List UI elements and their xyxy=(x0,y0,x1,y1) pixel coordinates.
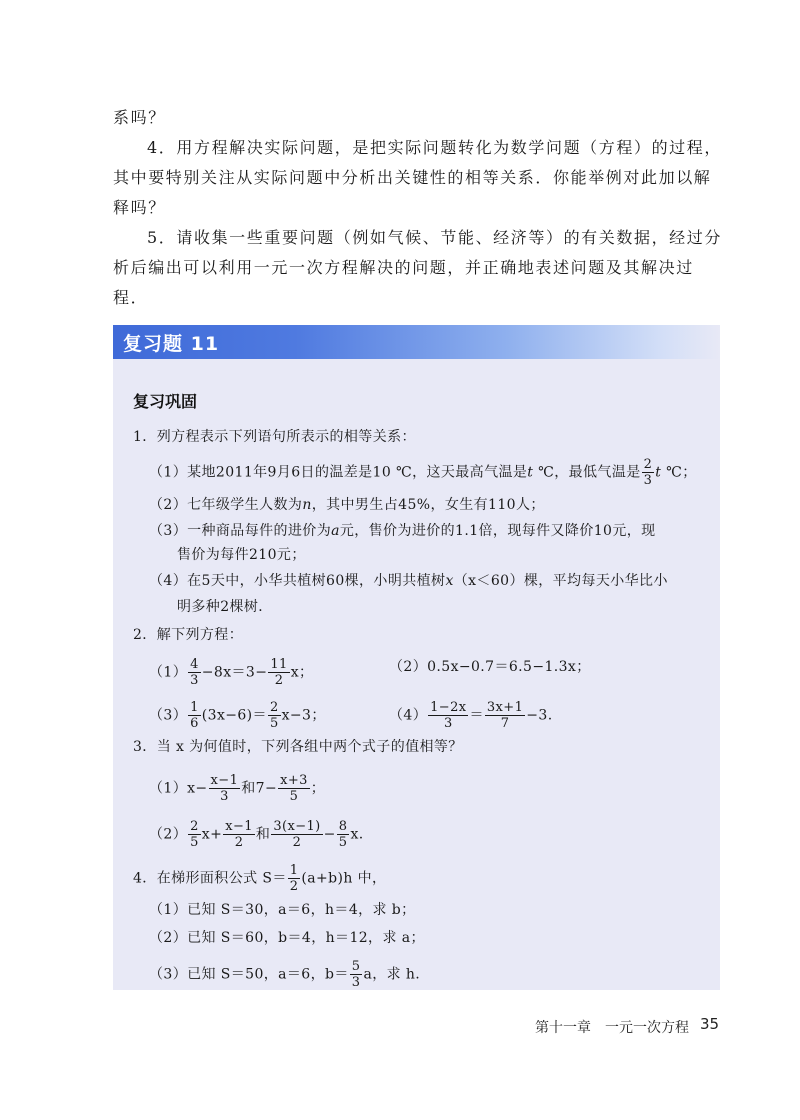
text: a，求 h. xyxy=(363,966,421,983)
numerator: 2 xyxy=(643,457,653,472)
problem-1-item-3-cont: 售价为每件210元； xyxy=(177,547,306,563)
fraction xyxy=(428,700,468,731)
problem-4-stem xyxy=(133,863,386,894)
var: t xyxy=(527,464,534,481)
text: −3. xyxy=(526,707,553,724)
var: n xyxy=(302,497,312,513)
problem-4-item-3 xyxy=(149,959,420,990)
label: （3） xyxy=(149,707,188,724)
text: （x＜60） xyxy=(453,573,524,589)
text: ； xyxy=(310,780,326,797)
denominator: 2 xyxy=(292,835,302,850)
numerator: 1−2x xyxy=(430,700,467,715)
page-number: 35 xyxy=(700,1015,720,1033)
text: （3）一种商品每件的进价为 xyxy=(149,523,332,539)
fraction xyxy=(223,819,255,850)
equation-3 xyxy=(149,700,326,731)
denominator: 5 xyxy=(269,716,279,731)
text: 和7− xyxy=(241,780,278,797)
var: a xyxy=(331,523,340,539)
text: （2）七年级学生人数为 xyxy=(149,497,303,513)
problem-1-item-1 xyxy=(149,457,697,488)
equation-4 xyxy=(389,700,553,731)
problem-3-stem: 3．当 x 为何值时，下列各组中两个式子的值相等？ xyxy=(133,739,463,755)
label: （1） xyxy=(149,780,188,797)
review-box xyxy=(113,325,720,990)
text: 和 xyxy=(255,826,271,843)
text: (a+b)h 中， xyxy=(301,870,387,887)
text: x+ xyxy=(201,826,223,843)
fraction xyxy=(268,700,281,731)
numerator: 3(x−1) xyxy=(273,819,321,834)
problem-4-item-1: （1）已知 S＝30，a＝6，h＝4，求 b； xyxy=(149,902,416,918)
denominator: 3 xyxy=(190,673,199,688)
text: ℃； xyxy=(661,464,697,481)
denominator: 3 xyxy=(351,975,361,990)
text: − xyxy=(323,826,336,843)
question-4-text: 4．用方程解决实际问题，是把实际问题转化为数学问题（方程）的过程，其中要特别关注从实际问题中分析出关键性的相等关系．你能举例对此加以解释吗？ xyxy=(113,138,722,217)
denominator: 2 xyxy=(289,879,299,894)
text: ，其中男生占45%，女生有110人； xyxy=(311,497,545,513)
section-title: 复习巩固 xyxy=(133,392,198,411)
intro-line-0: 系吗？ xyxy=(113,108,166,127)
fraction xyxy=(278,773,310,804)
numerator: 1 xyxy=(190,700,199,715)
text: x. xyxy=(350,826,364,843)
label: （4） xyxy=(389,707,428,724)
problem-1-item-4 xyxy=(149,571,668,591)
var: x xyxy=(445,573,454,589)
problem-1-item-3 xyxy=(149,521,656,541)
numerator: x+3 xyxy=(280,773,308,788)
denominator: 7 xyxy=(500,716,510,731)
numerator: 11 xyxy=(270,657,288,672)
text: （1）某地2011年9月6日的温差是10 ℃，这天最高气温是 xyxy=(149,464,528,481)
numerator: x−1 xyxy=(225,819,253,834)
numerator: 1 xyxy=(289,863,299,878)
text: （3）已知 S＝50，a＝6，b＝ xyxy=(149,966,349,983)
fraction xyxy=(271,819,322,850)
numerator: 5 xyxy=(351,959,361,974)
numerator: x−1 xyxy=(210,773,239,788)
fraction xyxy=(268,657,289,688)
chapter-footer: 第十一章 一元一次方程 xyxy=(535,1020,689,1036)
review-header xyxy=(113,325,720,359)
fraction xyxy=(337,819,350,850)
text: 4．在梯形面积公式 S＝ xyxy=(133,870,287,887)
text: （4）在5天中，小华共植树60棵，小明共植树 xyxy=(149,573,446,589)
numerator: 3x+1 xyxy=(486,700,524,715)
text: 元，售价为进价的1.1倍，现每件又降价10元，现 xyxy=(339,523,656,539)
denominator: 2 xyxy=(274,673,284,688)
text: x− xyxy=(187,780,208,797)
question-5-text: 5．请收集一些重要问题（例如气候、节能、经济等）的有关数据，经过分析后编出可以利用一元一次方程解决的问题，并正确地表述问题及其解决过程． xyxy=(113,228,722,307)
problem-3-item-2 xyxy=(149,819,364,850)
fraction xyxy=(288,863,301,894)
denominator: 3 xyxy=(643,473,653,488)
fraction xyxy=(188,819,201,850)
numerator: 2 xyxy=(269,700,279,715)
problem-3-item-1 xyxy=(149,773,325,804)
text: x； xyxy=(290,664,314,681)
problem-1-stem: 1．列方程表示下列语句所表示的相等关系： xyxy=(133,429,416,445)
equation-2: （2）0.5x−0.7＝6.5−1.3x； xyxy=(389,659,591,675)
text: 棵，平均每天小华比小 xyxy=(523,573,668,589)
numerator: 4 xyxy=(190,657,199,672)
fraction xyxy=(642,457,655,488)
denominator: 5 xyxy=(338,835,348,850)
denominator: 5 xyxy=(190,835,199,850)
fraction xyxy=(209,773,241,804)
problem-2-stem: 2．解下列方程： xyxy=(133,627,244,643)
equation-1 xyxy=(149,657,313,688)
numerator: 2 xyxy=(190,819,199,834)
denominator: 3 xyxy=(443,716,453,731)
problem-4-item-2: （2）已知 S＝60，b＝4，h＝12，求 a； xyxy=(149,930,425,946)
text: x−3； xyxy=(281,707,326,724)
problem-1-item-2 xyxy=(149,495,545,515)
label: （2） xyxy=(149,826,188,843)
text: −8x＝3− xyxy=(201,664,268,681)
label: （1） xyxy=(149,664,188,681)
denominator: 3 xyxy=(220,789,229,804)
denominator: 2 xyxy=(234,835,244,850)
fraction xyxy=(188,657,201,688)
fraction xyxy=(350,959,363,990)
numerator: 8 xyxy=(338,819,348,834)
text: ＝ xyxy=(469,707,484,724)
denominator: 6 xyxy=(190,716,199,731)
var: t xyxy=(655,464,662,481)
fraction xyxy=(188,700,201,731)
denominator: 5 xyxy=(289,789,299,804)
text: (3x−6)＝ xyxy=(201,707,267,724)
text: ℃，最低气温是 xyxy=(533,464,641,481)
problem-1-item-4-cont: 明多种2棵树． xyxy=(177,599,273,615)
review-title: 复习题 11 xyxy=(123,333,220,355)
fraction xyxy=(485,700,525,731)
